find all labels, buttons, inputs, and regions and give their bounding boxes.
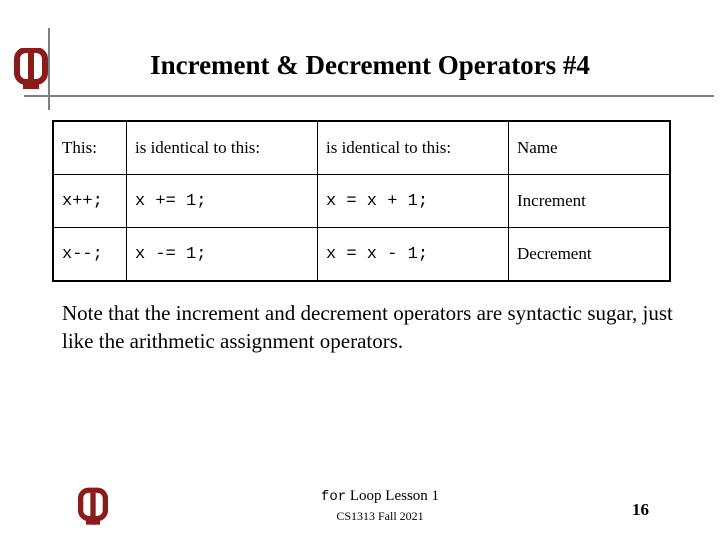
footer-course: CS1313 Fall 2021 (336, 509, 424, 523)
header-this: This: (53, 121, 127, 175)
table-cell: x--; (53, 228, 127, 282)
footer-lesson-text: Loop Lesson 1 (349, 488, 440, 504)
table-cell: Decrement (509, 228, 671, 282)
title-horizontal-rule (24, 95, 714, 97)
table-header-row (53, 121, 670, 175)
footer-lesson (300, 488, 460, 505)
page-number: 16 (632, 500, 649, 519)
table-cell: x += 1; (127, 175, 318, 228)
table-cell: x = x - 1; (318, 228, 509, 282)
header-identical-1: is identical to this: (127, 121, 318, 175)
table-cell: x = x + 1; (318, 175, 509, 228)
table-cell: x++; (53, 175, 127, 228)
table-cell: Increment (509, 175, 671, 228)
footer (300, 488, 460, 524)
note-text: Note that the increment and decrement operators are syntactic sugar, just like the arithmetic assignment operators. (62, 301, 673, 353)
footer-lesson-code: for (320, 489, 347, 505)
page-title: Increment & Decrement Operators #4 (150, 50, 590, 80)
ou-logo-icon (78, 487, 108, 527)
header-name: Name (509, 121, 671, 175)
table-cell: x -= 1; (127, 228, 318, 282)
operators-table (52, 120, 671, 282)
table-row (53, 228, 670, 282)
header-identical-2: is identical to this: (318, 121, 509, 175)
table-row (53, 175, 670, 228)
ou-logo-icon (14, 48, 48, 90)
